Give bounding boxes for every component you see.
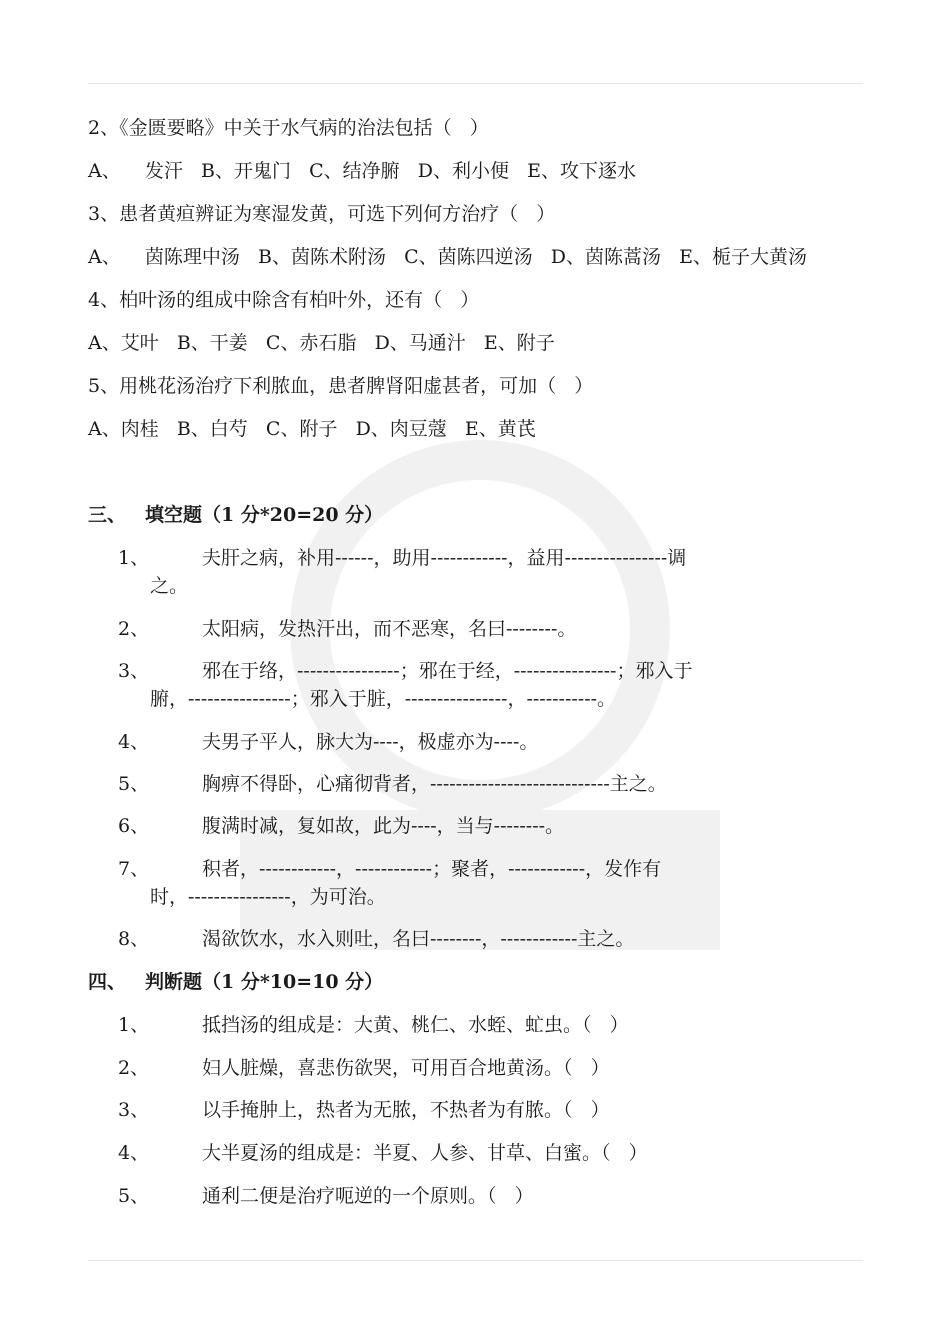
fill-section-title: 填空题（1 分*20=20 分） (145, 504, 384, 526)
question-3-options: A、 茵陈理中汤 B、茵陈术附汤 C、茵陈四逆汤 D、茵陈蒿汤 E、栀子大黄汤 (88, 246, 807, 268)
judge-item-text: 抵挡汤的组成是：大黄、桃仁、水蛭、虻虫。（ ） (202, 1014, 629, 1036)
question-4: 4、柏叶汤的组成中除含有柏叶外，还有（ ） (88, 289, 480, 311)
fill-item-number: 2、 (118, 618, 150, 640)
bottom-divider (88, 1260, 863, 1261)
judge-item-text: 通利二便是治疗呃逆的一个原则。（ ） (202, 1185, 534, 1207)
question-2-options: A、 发汗 B、开鬼门 C、结净腑 D、利小便 E、攻下逐水 (88, 160, 636, 182)
fill-item-number: 6、 (118, 815, 150, 837)
question-4-options: A、艾叶 B、干姜 C、赤石脂 D、马通汁 E、附子 (88, 332, 555, 354)
question-5-options: A、肉桂 B、白芍 C、附子 D、肉豆蔻 E、黄芪 (88, 418, 536, 440)
judge-item-number: 3、 (118, 1099, 150, 1121)
fill-item-number: 1、 (118, 547, 150, 569)
fill-item-continuation: 之。 (150, 575, 189, 597)
question-3: 3、患者黄疸辨证为寒湿发黄，可选下列何方治疗（ ） (88, 203, 556, 225)
judge-item-number: 2、 (118, 1057, 150, 1079)
judge-item-text: 以手掩肿上，热者为无脓，不热者为有脓。（ ） (202, 1099, 610, 1121)
judge-item-number: 1、 (118, 1014, 150, 1036)
question-5: 5、用桃花汤治疗下利脓血，患者脾肾阳虚甚者，可加（ ） (88, 375, 594, 397)
fill-item-text: 夫男子平人，脉大为----，极虚亦为----。 (202, 731, 539, 753)
fill-item-text: 邪在于络，----------------；邪在于经，----------------；邪入于 (202, 660, 693, 682)
judge-section-number: 四、 (88, 971, 127, 993)
fill-item-text: 腹满时减，复如故，此为----，当与--------。 (202, 815, 565, 837)
question-2: 2、《金匮要略》中关于水气病的治法包括（ ） (88, 117, 489, 139)
judge-item-number: 4、 (118, 1142, 150, 1164)
fill-item-number: 8、 (118, 928, 150, 950)
fill-item-number: 4、 (118, 731, 150, 753)
top-divider (88, 83, 863, 84)
fill-item-number: 7、 (118, 858, 150, 880)
fill-item-text: 太阳病，发热汗出，而不恶寒，名曰--------。 (202, 618, 577, 640)
fill-item-number: 3、 (118, 660, 150, 682)
fill-item-text: 积者，------------，------------；聚者，------------，发作有 (202, 858, 662, 880)
fill-item-text: 渴欲饮水，水入则吐，名曰--------，------------主之。 (202, 928, 635, 950)
fill-item-number: 5、 (118, 773, 150, 795)
judge-item-text: 大半夏汤的组成是：半夏、人参、甘草、白蜜。（ ） (202, 1142, 648, 1164)
fill-item-continuation: 腑，----------------；邪入于脏，----------------，-----------。 (150, 688, 617, 710)
judge-item-text: 妇人脏燥，喜悲伤欲哭，可用百合地黄汤。（ ） (202, 1057, 610, 1079)
fill-item-text: 夫肝之病，补用------，助用------------，益用----------------调 (202, 547, 687, 569)
fill-item-text: 胸痹不得卧，心痛彻背者，----------------------------主之。 (202, 773, 667, 795)
fill-section-number: 三、 (88, 504, 127, 526)
fill-item-continuation: 时，----------------，为可治。 (150, 886, 386, 908)
judge-section-title: 判断题（1 分*10=10 分） (145, 971, 384, 993)
judge-item-number: 5、 (118, 1185, 150, 1207)
